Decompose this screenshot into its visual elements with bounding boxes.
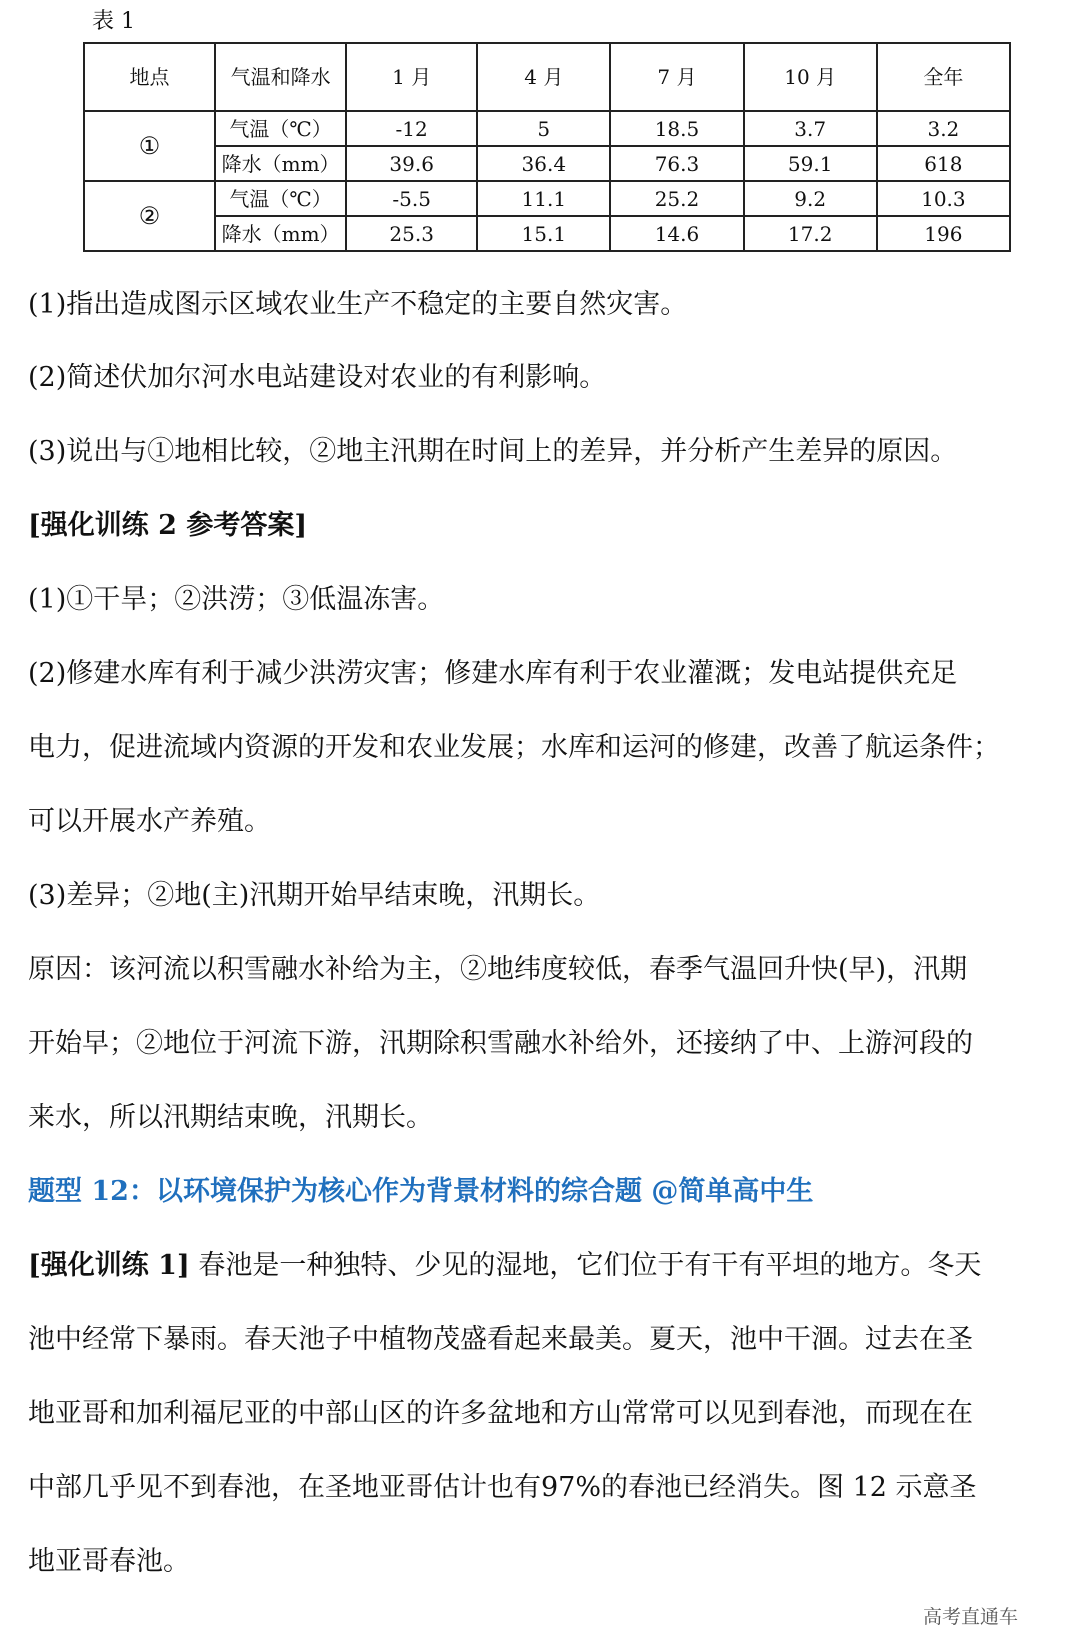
training-1-line	[28, 1251, 1068, 1281]
table-row	[84, 146, 1010, 181]
metric-label: 降水（mm）	[215, 146, 346, 181]
table-cell: 18.5	[610, 111, 743, 146]
training-1-line: 中部几乎见不到春池，在圣地亚哥估计也有97%的春池已经消失。图 12 示意圣	[28, 1472, 977, 1503]
training-1-text: 春池是一种独特、少见的湿地，它们位于有干有平坦的地方。冬天	[189, 1250, 982, 1281]
question-1: (1)指出造成图示区域农业生产不稳定的主要自然灾害。	[28, 289, 688, 320]
training-1-label: [强化训练 1]	[28, 1250, 190, 1281]
table-cell: -5.5	[346, 181, 477, 216]
question-3: (3)说出与①地相比较，②地主汛期在时间上的差异，并分析产生差异的原因。	[28, 436, 958, 467]
table-cell: 17.2	[744, 216, 877, 251]
table-cell: 10.3	[877, 181, 1010, 216]
metric-label: 降水（mm）	[215, 216, 346, 251]
place-cell: ①	[84, 111, 215, 181]
table-cell: 15.1	[477, 216, 610, 251]
table-cell: 36.4	[477, 146, 610, 181]
header-cell: 10 月	[744, 43, 877, 111]
table-cell: 5	[477, 111, 610, 146]
table-cell: 14.6	[610, 216, 743, 251]
watermark-label: 高考直通车	[922, 1606, 1018, 1628]
table-cell: 25.2	[610, 181, 743, 216]
table-cell: 9.2	[744, 181, 877, 216]
header-cell: 地点	[84, 43, 215, 111]
table-cell: 25.3	[346, 216, 477, 251]
table-cell: 11.1	[477, 181, 610, 216]
table-cell: -12	[346, 111, 477, 146]
answer-heading: [强化训练 2 参考答案]	[28, 510, 308, 541]
answer-3: (3)差异；②地(主)汛期开始早结束晚，汛期长。	[28, 880, 601, 911]
metric-label: 气温（℃）	[215, 181, 346, 216]
training-1-line: 地亚哥和加利福尼亚的中部山区的许多盆地和方山常常可以见到春池，而现在在	[28, 1398, 973, 1429]
section-title: 题型 12：以环境保护为核心作为背景材料的综合题 @简单高中生	[28, 1176, 814, 1207]
header-cell: 全年	[877, 43, 1010, 111]
header-cell: 气温和降水	[215, 43, 346, 111]
training-1-line: 地亚哥春池。	[28, 1546, 190, 1577]
answer-2-line: (2)修建水库有利于减少洪涝灾害；修建水库有利于农业灌溉；发电站提供充足	[28, 658, 958, 689]
table-caption: 表 1	[92, 9, 135, 34]
table-cell: 39.6	[346, 146, 477, 181]
table-row	[84, 216, 1010, 251]
header-cell: 1 月	[346, 43, 477, 111]
reason-line: 来水，所以汛期结束晚，汛期长。	[28, 1102, 433, 1133]
table-cell: 3.2	[877, 111, 1010, 146]
table-cell: 59.1	[744, 146, 877, 181]
training-1-line: 池中经常下暴雨。春天池子中植物茂盛看起来最美。夏天，池中干涸。过去在圣	[28, 1324, 973, 1355]
table-cell: 76.3	[610, 146, 743, 181]
table-cell: 618	[877, 146, 1010, 181]
answer-2-line: 可以开展水产养殖。	[28, 806, 271, 837]
answer-2-line: 电力，促进流域内资源的开发和农业发展；水库和运河的修建，改善了航运条件；	[28, 732, 1000, 763]
header-cell: 4 月	[477, 43, 610, 111]
metric-label: 气温（℃）	[215, 111, 346, 146]
table-row	[84, 181, 1010, 216]
question-2: (2)简述伏加尔河水电站建设对农业的有利影响。	[28, 362, 607, 393]
table-cell: 3.7	[744, 111, 877, 146]
table-header-row	[84, 43, 1010, 111]
header-cell: 7 月	[610, 43, 743, 111]
climate-table	[83, 42, 1011, 252]
table-row	[84, 111, 1010, 146]
reason-line: 开始早；②地位于河流下游，汛期除积雪融水补给外，还接纳了中、上游河段的	[28, 1028, 973, 1059]
place-cell: ②	[84, 181, 215, 251]
reason-line: 原因：该河流以积雪融水补给为主，②地纬度较低，春季气温回升快(早)，汛期	[28, 954, 968, 985]
answer-1: (1)①干旱；②洪涝；③低温冻害。	[28, 584, 445, 615]
table-cell: 196	[877, 216, 1010, 251]
